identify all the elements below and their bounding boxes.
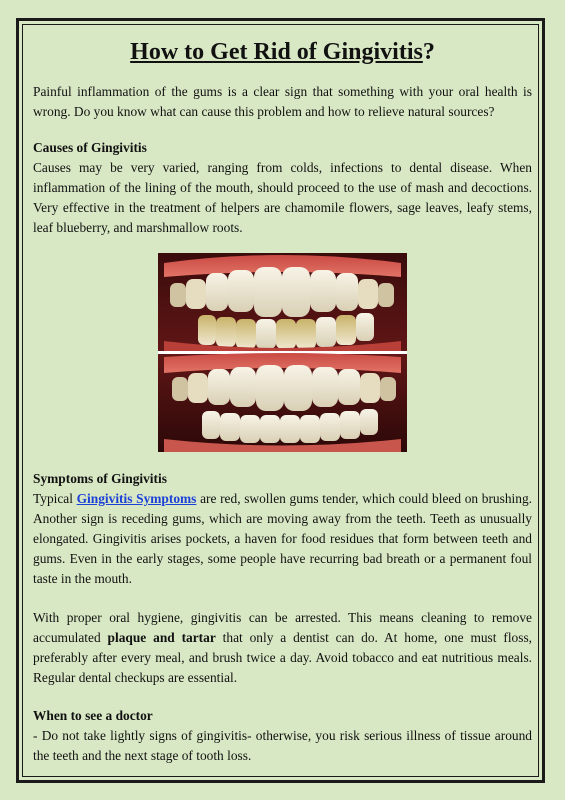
symptoms-heading: Symptoms of Gingivitis (33, 471, 167, 486)
hygiene-text-after-bold: that only a dentist can do. At home, one must floss, preferably after every meal, and brush twice a day. Avoid tobacco and eat nutritious meals. Regular dental checkups are essential. (33, 630, 533, 685)
gingivitis-symptoms-link[interactable]: Gingivitis Symptoms (76, 491, 197, 506)
doctor-paragraph: - Do not take lightly signs of gingivitis- otherwise, you risk serious illness of tissue around the teeth and the next stage of tooth loss. (33, 728, 532, 763)
plaque-tartar-bold: plaque and tartar (107, 630, 216, 645)
intro-paragraph: Painful inflammation of the gums is a clear sign that something with your oral health is wrong. Do you know what can cause this problem and how to relieve natural sources? (33, 84, 532, 119)
symptoms-paragraph (33, 489, 532, 589)
teeth-photo (158, 253, 407, 452)
causes-heading: Causes of Gingivitis (33, 140, 147, 155)
causes-paragraph: Causes may be very varied, ranging from colds, infections to dental disease. When inflammation of the lining of the mouth, should proceed to the use of mash and decoctions. Very effective in the treatment of helpers are chamomile flowers, sage leaves, leafy stems, leaf blueberry, and marshmallow roots. (33, 160, 532, 235)
hygiene-paragraph (33, 608, 532, 688)
symptoms-text-after-link: are red, swollen gums tender, which could bleed on brushing. Another sign is receding gums, which are moving away from the teeth. Teeth as unusually elongated. Gingivitis arises pockets, a haven for food residues that form between teeth and gums. Even in the early stages, some people have recurring bad breath or a permanent foul taste in the mouth. (33, 491, 532, 586)
title-text: How to Get Rid of Gingivitis (130, 39, 423, 65)
hygiene-text-before-bold: With proper oral hygiene, gingivitis can be arrested. This means cleaning to remove accumulated (33, 610, 532, 645)
article-body (33, 30, 532, 766)
title-question-mark: ? (422, 39, 435, 65)
doctor-heading: When to see a doctor (33, 708, 153, 723)
page-title (33, 30, 532, 70)
symptoms-text-before-link: Typical (33, 491, 77, 506)
